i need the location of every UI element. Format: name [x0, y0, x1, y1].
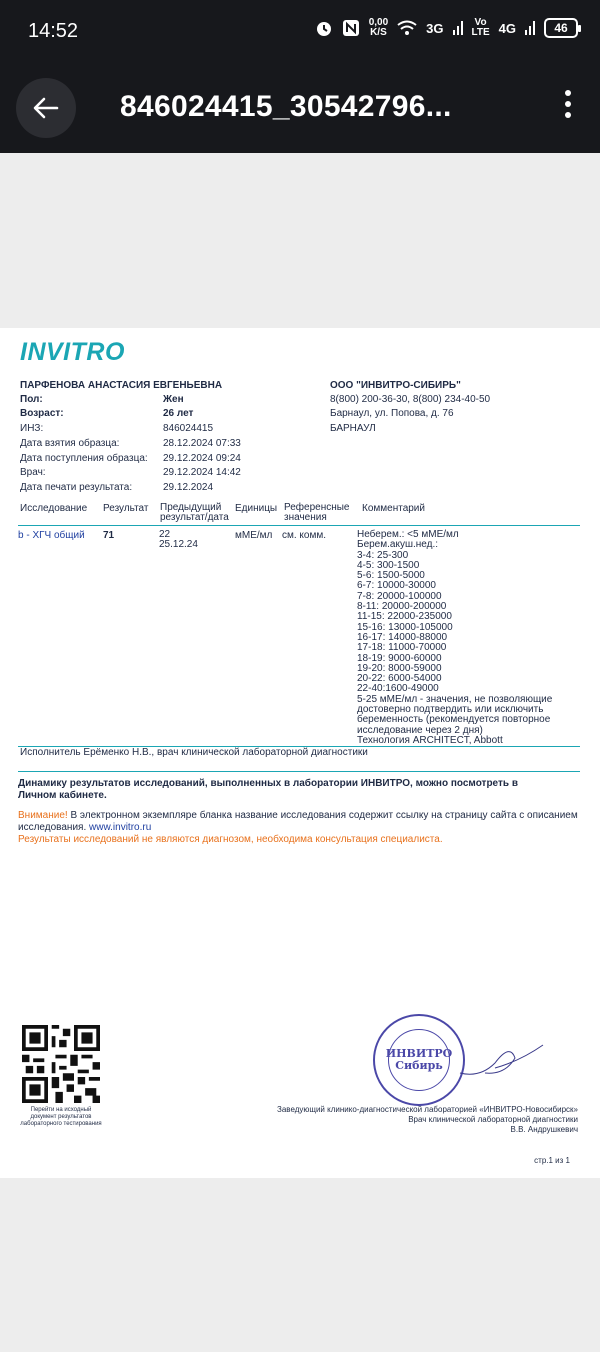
field-value: 846024415 [163, 423, 214, 434]
battery-icon: 46 [544, 18, 578, 38]
field-value: 29.12.2024 09:24 [163, 453, 241, 464]
col-header-result: Результат [103, 503, 149, 514]
wifi-icon [397, 20, 417, 36]
notice-line-2: исследования. www.invitro.ru [18, 822, 152, 833]
page-number: стр.1 из 1 [534, 1156, 570, 1165]
field-label: ИНЗ: [20, 423, 44, 434]
field-label: Врач: [20, 467, 46, 478]
signature-block: Заведующий клинико-диагностической лабораторией «ИНВИТРО-Новосибирск» Врач клинической лабораторной диагностики В.В. Андрушкевич [277, 1105, 578, 1134]
notice-line: Внимание! В электронном экземпляре бланка название исследования содержит ссылку на страницу сайта с описанием [18, 810, 578, 821]
section-divider [18, 771, 580, 772]
field-value: 29.12.2024 14:42 [163, 467, 241, 478]
app-bar [0, 62, 600, 153]
test-units: мМЕ/мл [235, 530, 273, 541]
patient-name: ПАРФЕНОВА АНАСТАСИЯ ЕВГЕНЬЕВНА [20, 380, 223, 391]
signal-4g: 4G [498, 20, 516, 36]
field-value: 29.12.2024 [163, 482, 214, 493]
more-menu-button[interactable] [558, 90, 578, 126]
lab-stamp: ИНВИТРО Сибирь [373, 1014, 465, 1106]
field-label: Дата печати результата: [20, 482, 133, 493]
col-header-reference: Референсные значения [284, 502, 350, 523]
lab-phones: 8(800) 200-36-30, 8(800) 234-40-50 [330, 394, 491, 405]
net-speed: 0,00 K/S [368, 17, 389, 38]
test-name-link[interactable]: b - ХГЧ общий [18, 530, 85, 541]
lab-name: ООО "ИНВИТРО-СИБИРЬ" [330, 380, 461, 391]
volte-indicator: Vo LTE [471, 17, 490, 38]
signature-icon [455, 1033, 547, 1083]
field-label: Пол: [20, 394, 43, 405]
signal-3g: 3G [426, 20, 444, 36]
test-result: 71 [103, 530, 115, 541]
col-header-units: Единицы [235, 503, 278, 514]
invitro-site-link[interactable]: www.invitro.ru [89, 822, 152, 833]
arrow-left-icon [33, 97, 59, 119]
col-header-test: Исследование [20, 503, 88, 514]
test-reference: см. комм. [282, 530, 327, 541]
back-button[interactable] [16, 78, 76, 138]
previous-result: 22 25.12.24 [159, 529, 198, 550]
test-comment: Неберем.: <5 мМЕ/мл Берем.акуш.нед.: 3-4: 25-300 4-5: 300-1500 5-6: 1500-5000 6-7: 10000-30000 7-8: 20000-100000 8-11: 20000-200000 11-15: 22000-235000 15-16: 13000-105000 16-17: 14000-88000 17-18: 11000-70000 18-19: 9000-60000 19-20: 8000-59000 20-22: 6000-54000 22-40:1600-49000 5-25 мМЕ/мл - значения, не позволяющие достоверно подтвердить или исключить беременность (рекомендуется повторное исследование через 2 дня) Технология ARCHITECT, Abbott [357, 529, 553, 746]
col-header-comment: Комментарий [362, 503, 425, 514]
qr-code-icon[interactable] [22, 1025, 100, 1103]
field-value: 28.12.2024 07:33 [163, 438, 241, 449]
col-header-previous: Предыдущий результат/дата [160, 502, 229, 523]
lab-address: Барнаул, ул. Попова, д. 76 [330, 408, 454, 419]
more-vert-icon [565, 90, 571, 96]
alarm-icon [315, 19, 333, 37]
invitro-logo: INVITRO [20, 338, 125, 366]
executor-line: Исполнитель Ерёменко Н.В., врач клинической лабораторной диагностики [20, 747, 368, 758]
signal-bars-icon [453, 21, 463, 35]
signal-bars-icon-2 [525, 21, 535, 35]
field-label: Дата взятия образца: [20, 438, 120, 449]
nfc-icon [342, 19, 360, 37]
dynamics-text-2: Личном кабинете. [18, 790, 107, 801]
field-label: Дата поступления образца: [20, 453, 148, 464]
status-bar [0, 0, 600, 62]
field-label: Возраст: [20, 408, 64, 419]
dynamics-text: Динамику результатов исследований, выполненных в лаборатории ИНВИТРО, можно посмотреть в [18, 778, 518, 789]
status-icons [315, 18, 578, 38]
file-title: 846024415_30542796... [120, 90, 452, 123]
table-header-divider [18, 525, 580, 526]
lab-city: БАРНАУЛ [330, 423, 376, 434]
field-value: Жен [163, 394, 184, 405]
disclaimer: Результаты исследований не являются диагнозом, необходима консультация специалиста. [18, 834, 443, 845]
clock: 14:52 [28, 20, 79, 42]
document-page [0, 328, 600, 1178]
field-value: 26 лет [163, 408, 194, 419]
qr-caption: Перейти на исходный документ результатов лабораторного тестирования [20, 1107, 102, 1127]
